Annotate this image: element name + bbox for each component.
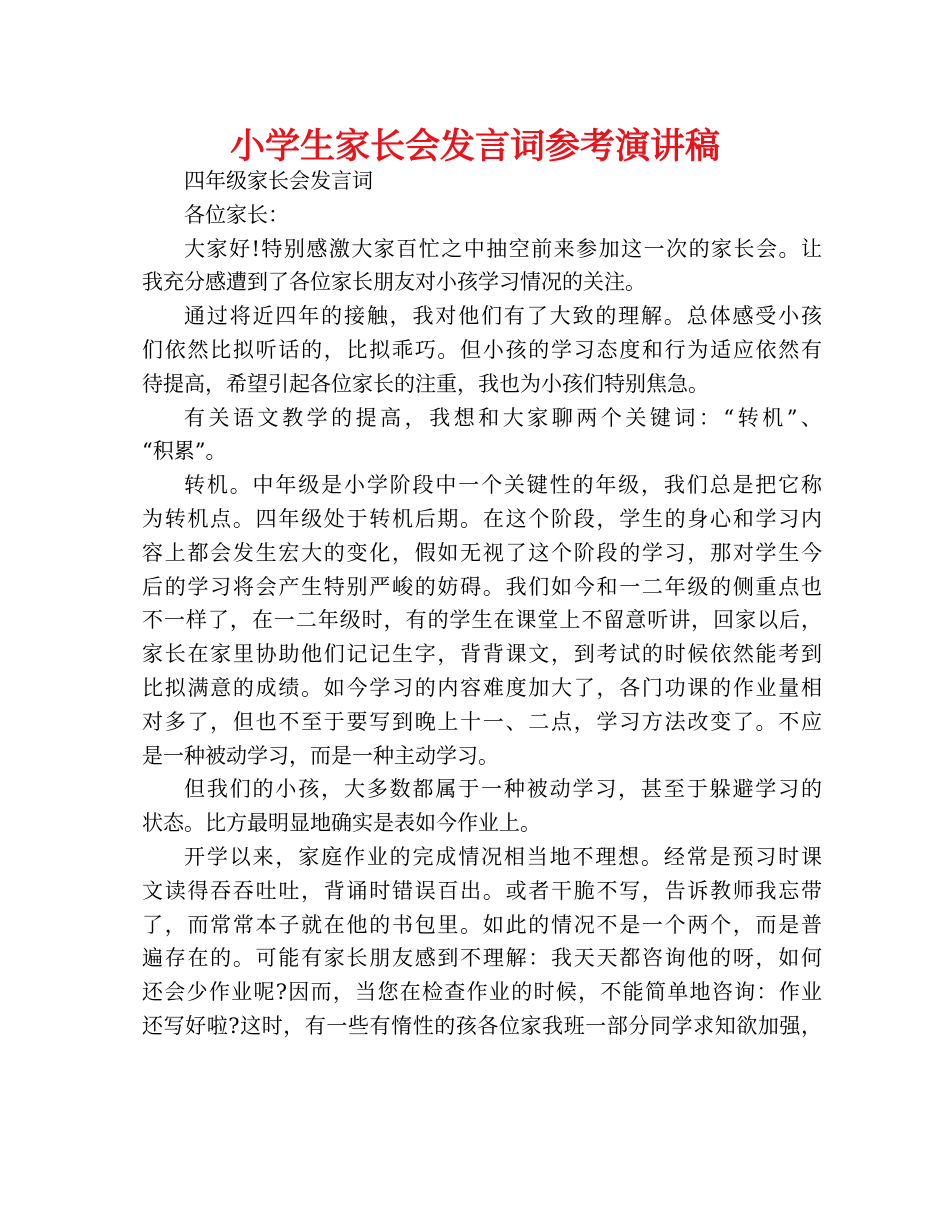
document-body: [142, 165, 822, 1044]
paragraph-4: [142, 469, 822, 773]
paragraph-1: [142, 233, 822, 301]
text-line: 通过将近四年的接触，我对他们有了大致的理解。总体感受小孩: [184, 304, 822, 329]
text-line: 为转机点。四年级处于转机后期。在这个阶段，学生的身心和学习内: [142, 506, 822, 531]
text-line: 还会少作业呢?因而，当您在检查作业的时候，不能简单地咨询：作业: [142, 980, 822, 1005]
text-line: 有关语文教学的提高，我想和大家聊两个关键词：“转机”、: [184, 405, 822, 430]
text-line: 遍存在的。可能有家长朋友感到不理解：我天天都咨询他的呀，如何: [142, 946, 822, 971]
text-line: 开学以来，家庭作业的完成情况相当地不理想。经常是预习时课: [184, 844, 822, 869]
text-line: 容上都会发生宏大的变化，假如无视了这个阶段的学习，那对学生今: [142, 540, 822, 565]
text-line: 我充分感遭到了各位家长朋友对小孩学习情况的关注。: [142, 270, 646, 295]
paragraph-5: [142, 773, 822, 841]
text-line: 状态。比方最明显地确实是表如今作业上。: [142, 811, 541, 836]
text-line: “积累”。: [142, 439, 227, 464]
text-line: 待提高，希望引起各位家长的注重，我也为小孩们特别焦急。: [142, 371, 709, 396]
salutation-paragraph: [142, 199, 822, 233]
text-line: 转机。中年级是小学阶段中一个关键性的年级，我们总是把它称: [184, 473, 822, 498]
text-line: 大家好!特别感激大家百忙之中抽空前来参加这一次的家长会。让: [184, 236, 822, 261]
text-line: 比拟满意的成绩。如今学习的内容难度加大了，各门功课的作业量相: [142, 675, 822, 700]
subtitle-line: 四年级家长会发言词: [184, 169, 373, 193]
paragraph-2: [142, 300, 822, 401]
text-line: 还写好啦?这时，有一些有惰性的孩各位家我班一部分同学求知欲加强，: [142, 1013, 822, 1038]
text-line: 但我们的小孩，大多数都属于一种被动学习，甚至于躲避学习的: [184, 777, 822, 802]
text-line: 文读得吞吞吐吐，背诵时错误百出。或者干脆不写，告诉教师我忘带: [142, 878, 822, 903]
subtitle-paragraph: [142, 165, 822, 199]
document-title: 小学生家长会发言词参考演讲稿: [229, 127, 720, 167]
text-line: 后的学习将会产生特别严峻的妨碍。我们如今和一二年级的侧重点也: [142, 574, 822, 599]
text-line: 对多了，但也不至于要写到晚上十一、二点，学习方法改变了。不应: [142, 709, 822, 734]
salutation-line: 各位家长：: [184, 202, 289, 227]
text-line: 是一种被动学习，而是一种主动学习。: [142, 743, 499, 768]
text-line: 不一样了，在一二年级时，有的学生在课堂上不留意听讲，回家以后，: [142, 608, 822, 633]
text-line: 家长在家里协助他们记记生字，背背课文，到考试的时候依然能考到: [142, 642, 822, 667]
text-line: 了，而常常本子就在他的书包里。如此的情况不是一个两个，而是普: [142, 912, 822, 937]
text-line: 们依然比拟听话的，比拟乖巧。但小孩的学习态度和行为适应依然有: [142, 337, 822, 362]
paragraph-6: [142, 841, 822, 1044]
paragraph-3: [142, 402, 822, 470]
